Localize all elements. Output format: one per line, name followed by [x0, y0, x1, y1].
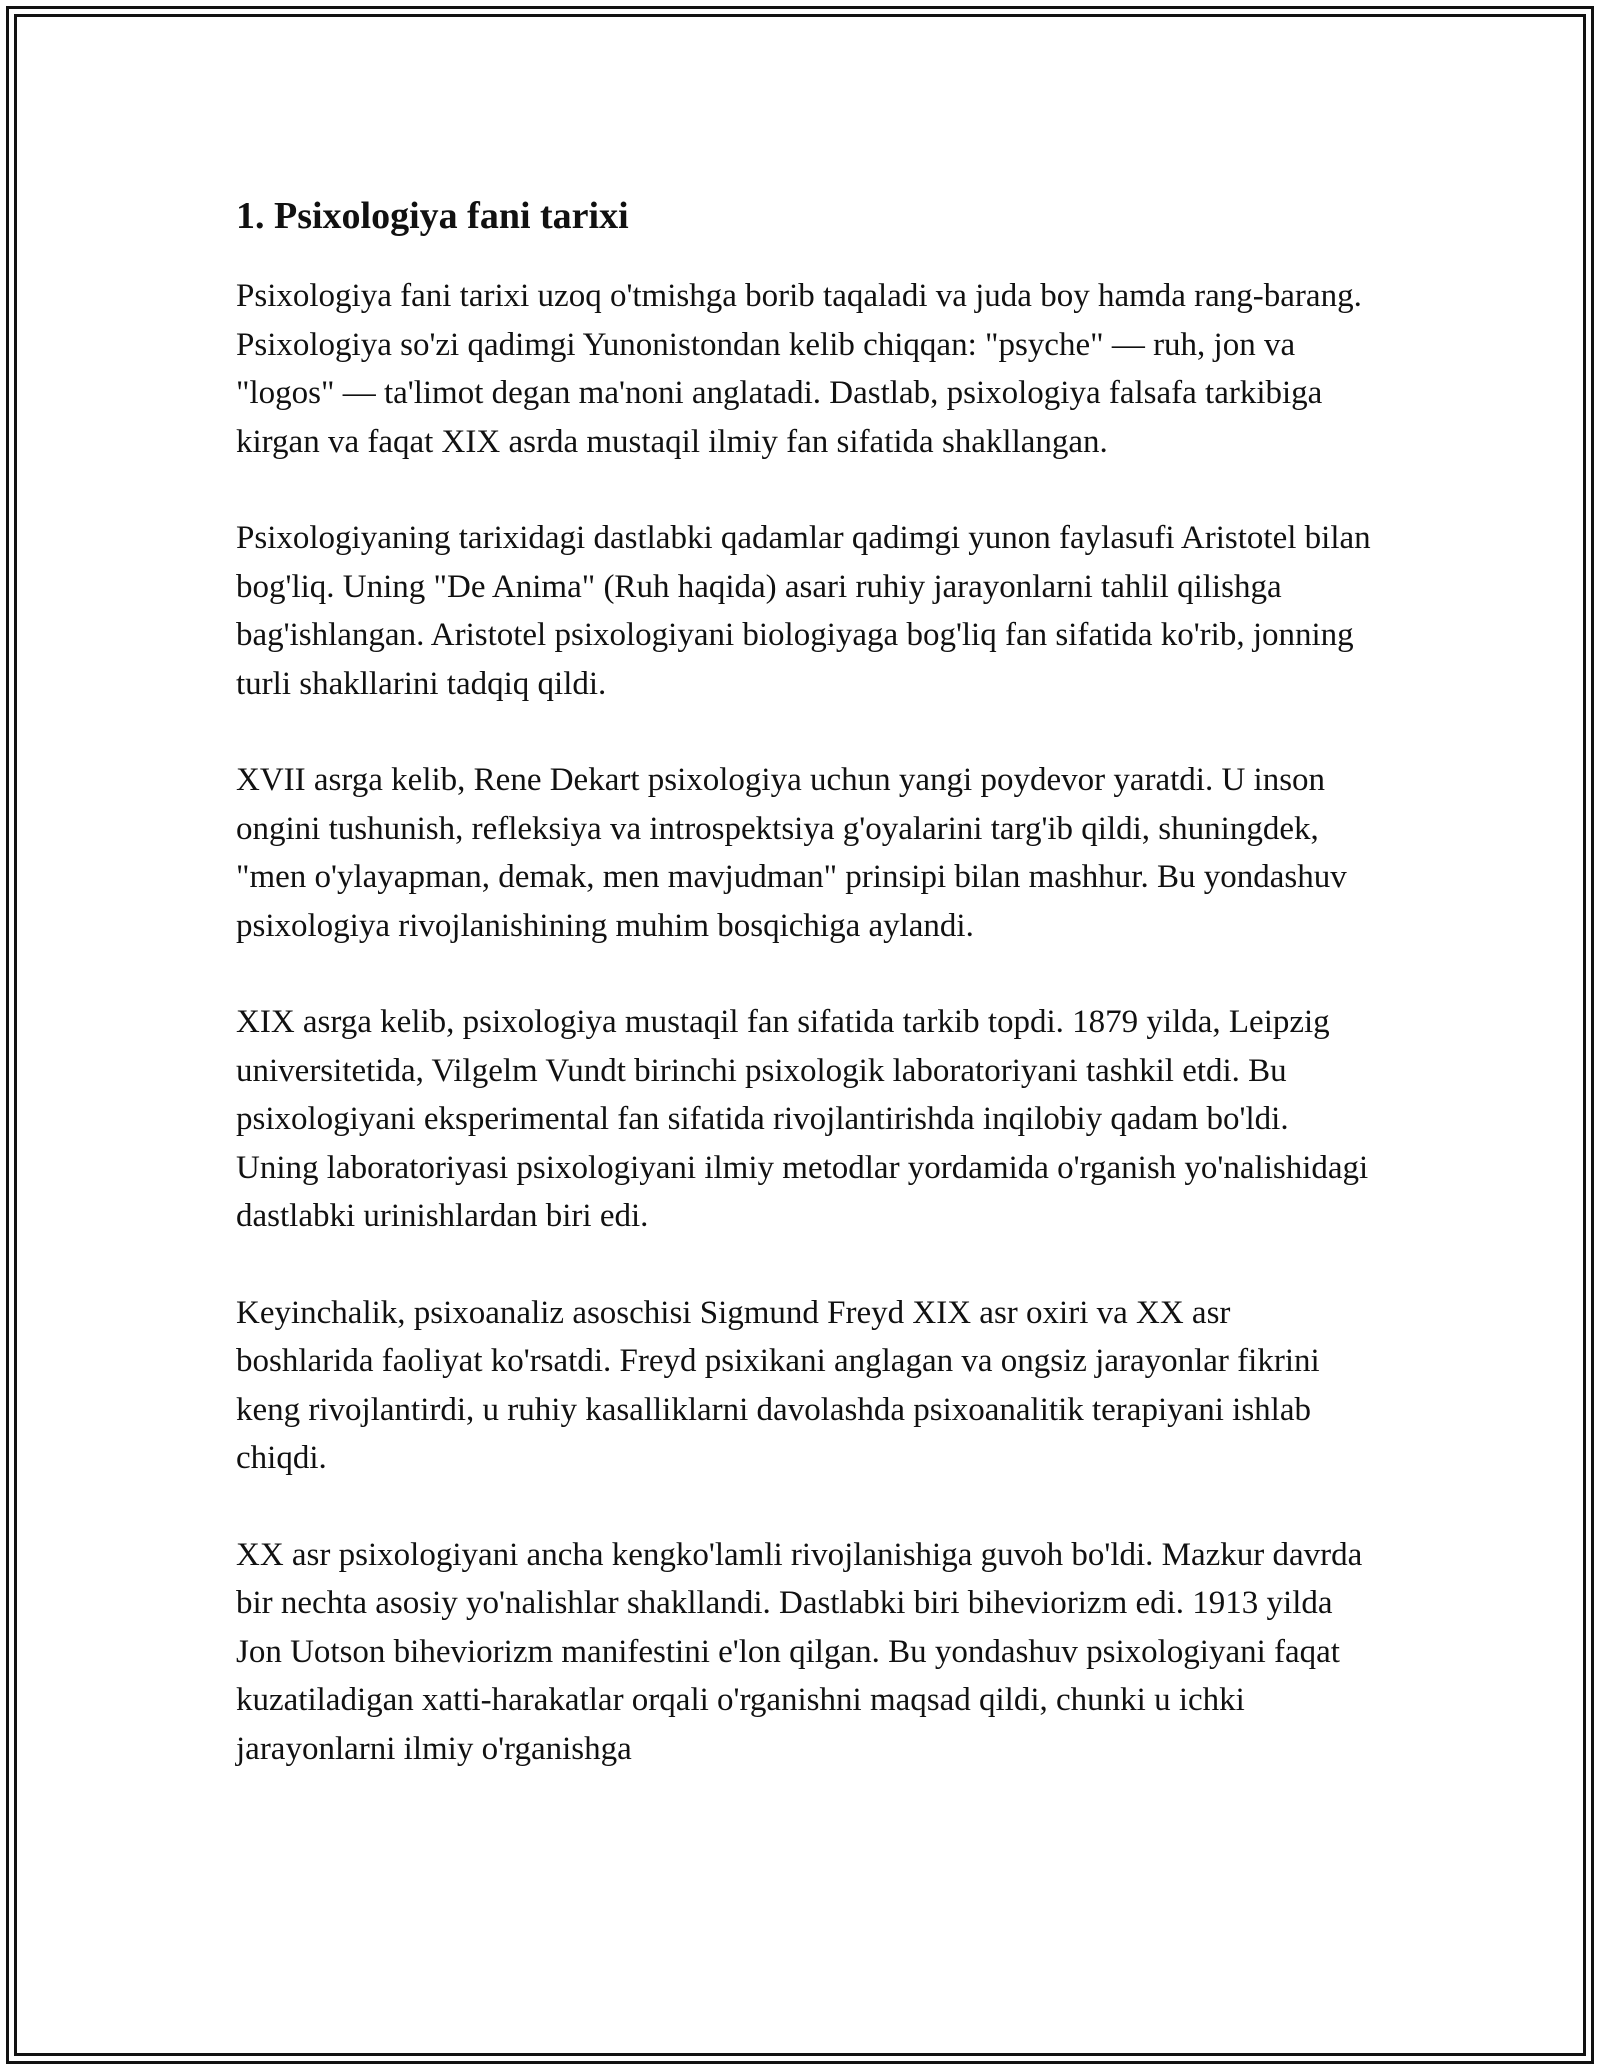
paragraph-1: Psixologiya fani tarixi uzoq o'tmishga borib taqaladi va juda boy hamda rang-barang. Psixologiya so'zi qadimgi Yunonistondan kelib chiqqan: "psyche" — ruh, jon va "logos" — ta'limot degan ma'noni anglatadi. Dastlab, psixologiya falsafa tarkibiga kirgan va faqat XIX asrda mustaqil ilmiy fan sifatida shakllangan.: [236, 278, 1362, 460]
paragraph-5: Keyinchalik, psixoanaliz asoschisi Sigmund Freyd XIX asr oxiri va XX asr boshlarida faoliyat ko'rsatdi. Freyd psixikani anglagan va ongsiz jarayonlar fikrini keng rivojlantirdi, u ruhiy kasalliklarni davolashda psixoanalitik terapiyani ishlab chiqdi.: [236, 1294, 1320, 1476]
paragraph-3: XVII asrga kelib, Rene Dekart psixologiya uchun yangi poydevor yaratdi. U inson ongini tushunish, refleksiya va introspektsiya g'oyalarini targ'ib qildi, shuningdek, "men o'ylayapman, demak, men mavjudman" prinsipi bilan mashhur. Bu yondashuv psixologiya rivojlanishining muhim bosqichiga aylandi.: [236, 762, 1347, 944]
document-body: [236, 188, 1376, 1821]
paragraph-6: XX asr psixologiyani ancha kengko'lamli rivojlanishiga guvoh bo'ldi. Mazkur davrda bir nechta asosiy yo'nalishlar shakllandi. Dastlabki biri biheviorizm edi. 1913 yilda Jon Uotson biheviorizm manifestini e'lon qilgan. Bu yondashuv psixologiyani faqat kuzatiladigan xatti-harakatlar orqali o'rganishni maqsad qildi, chunki u ichki jarayonlarni ilmiy o'rganishga: [236, 1536, 1363, 1767]
paragraph-2: Psixologiyaning tarixidagi dastlabki qadamlar qadimgi yunon faylasufi Aristotel bilan bog'liq. Uning "De Anima" (Ruh haqida) asari ruhiy jarayonlarni tahlil qilishga bag'ishlangan. Aristotel psixologiyani biologiyaga bog'liq fan sifatida ko'rib, jonning turli shakllarini tadqiq qildi.: [236, 520, 1371, 702]
section-title: 1. Psixologiya fani tarixi: [236, 195, 629, 237]
paragraph-4: XIX asrga kelib, psixologiya mustaqil fan sifatida tarkib topdi. 1879 yilda, Leipzig universitetida, Vilgelm Vundt birinchi psixologik laboratoriyani tashkil etdi. Bu psixologiyani eksperimental fan sifatida rivojlantirishda inqilobiy qadam bo'ldi. Uning laboratoriyasi psixologiyani ilmiy metodlar yordamida o'rganish yo'nalishidagi dastlabki urinishlardan biri edi.: [236, 1004, 1369, 1234]
